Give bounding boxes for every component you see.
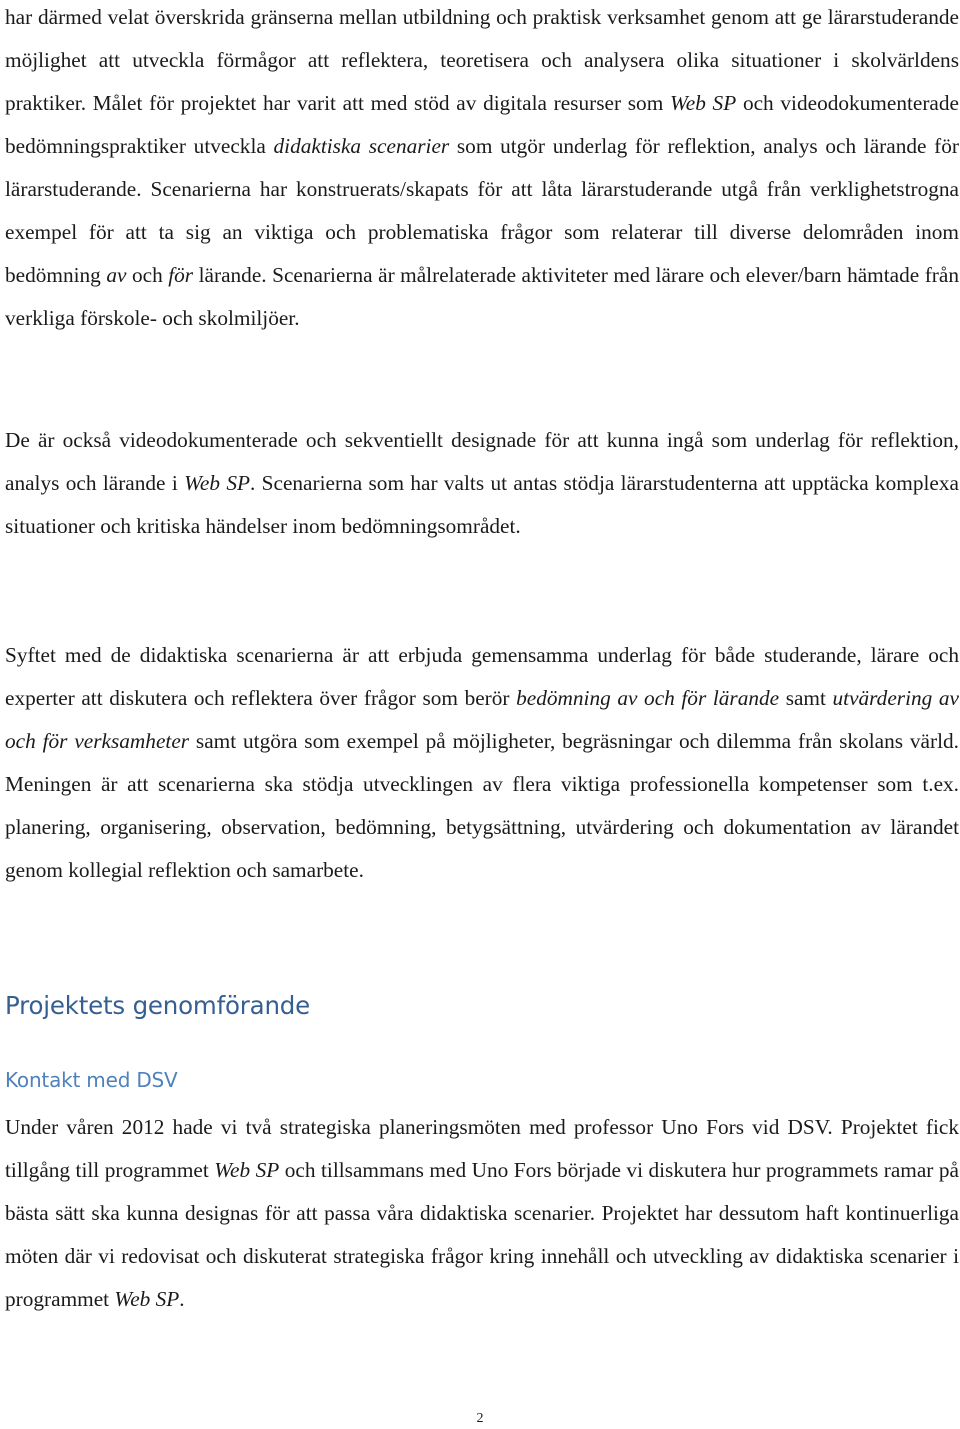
paragraph-1-emphasis: av [106, 263, 127, 287]
paragraph-4-text: och tillsammans med Uno Fors började vi diskutera hur programmets ramar på bästa sätt ska kunna designas för att passa våra didaktiska scenarier. Projektet har dessutom haft kontinuerliga möten där vi redovisat och diskuterat strategiska frågor kring innehåll och utveckling av didaktiska scenarier i programmet [5, 1158, 959, 1311]
paragraph-1 [5, 0, 959, 340]
paragraph-1-text: har därmed velat överskrida gränserna mellan utbildning och praktisk verksamhet genom att ge lärarstuderande möjlighet att utveckla förmågor att reflektera, teoretisera och analysera olika situationer i skolvärldens praktiker. Målet för projektet har varit att med stöd av digitala resurser som [5, 5, 959, 115]
paragraph-3-text: samt utgöra som exempel på möjligheter, begräsningar och dilemma från skolans värld. Meningen är att scenarierna ska stödja utvecklingen av flera viktiga professionella kompetenser som t.ex. planering, organisering, observation, bedömning, betygsättning, utvärdering och dokumentation av lärandet genom kollegial reflektion och samarbete. [5, 729, 959, 882]
paragraph-2-emphasis: Web SP [184, 471, 250, 495]
paragraph-3-emphasis: bedömning av och för lärande [516, 686, 780, 710]
paragraph-4-emphasis: Web SP [214, 1158, 280, 1182]
paragraph-4-text: . [179, 1287, 185, 1311]
paragraph-3-emphasis: utvärdering av och för verksamheter [5, 686, 959, 753]
paragraph-4-emphasis: Web SP [114, 1287, 180, 1311]
paragraph-2-text: De är också videodokumenterade och sekventiellt designade för att kunna ingå som underlag för reflektion, analys och lärande i [5, 428, 959, 495]
page-number: 2 [476, 1411, 484, 1426]
paragraph-3 [5, 634, 959, 892]
paragraph-1-text: lärande. Scenarierna är målrelaterade aktiviteter med lärare och elever/barn hämtade från verkliga förskole- och skolmiljöer. [5, 263, 960, 330]
subsection-heading: Kontakt med DSV [5, 1068, 178, 1092]
paragraph-3-text: Syftet med de didaktiska scenarierna är att erbjuda gemensamma underlag för både studerande, lärare och experter att diskutera och reflektera över frågor som berör [5, 643, 959, 710]
paragraph-1-emphasis: för [168, 263, 194, 287]
paragraph-2 [5, 419, 959, 548]
paragraph-1-text: som utgör underlag för reflektion, analys och lärande för lärarstuderande. Scenarierna har konstruerats/skapats för att låta lärarstuderande utgå från verklighetstrogna exempel för att ta sig an viktiga och problematiska frågor som relaterar till diverse delområden inom bedömning [5, 134, 959, 287]
paragraph-1-emphasis: didaktiska scenarier [273, 134, 450, 158]
paragraph-3-text: samt [779, 686, 833, 710]
paragraph-4-text: Under våren 2012 hade vi två strategiska planeringsmöten med professor Uno Fors vid DSV. Projektet fick tillgång till programmet [5, 1115, 959, 1182]
paragraph-1-text: och videodokumenterade bedömningspraktiker utveckla [5, 91, 959, 158]
paragraph-1-emphasis: Web SP [669, 91, 737, 115]
paragraph-1-text: och [126, 263, 169, 287]
section-heading: Projektets genomförande [5, 991, 311, 1020]
paragraph-4 [5, 1106, 959, 1321]
paragraph-2-text: . Scenarierna som har valts ut antas stödja lärarstudenterna att upptäcka komplexa situationer och kritiska händelser inom bedömningsområdet. [5, 471, 959, 538]
